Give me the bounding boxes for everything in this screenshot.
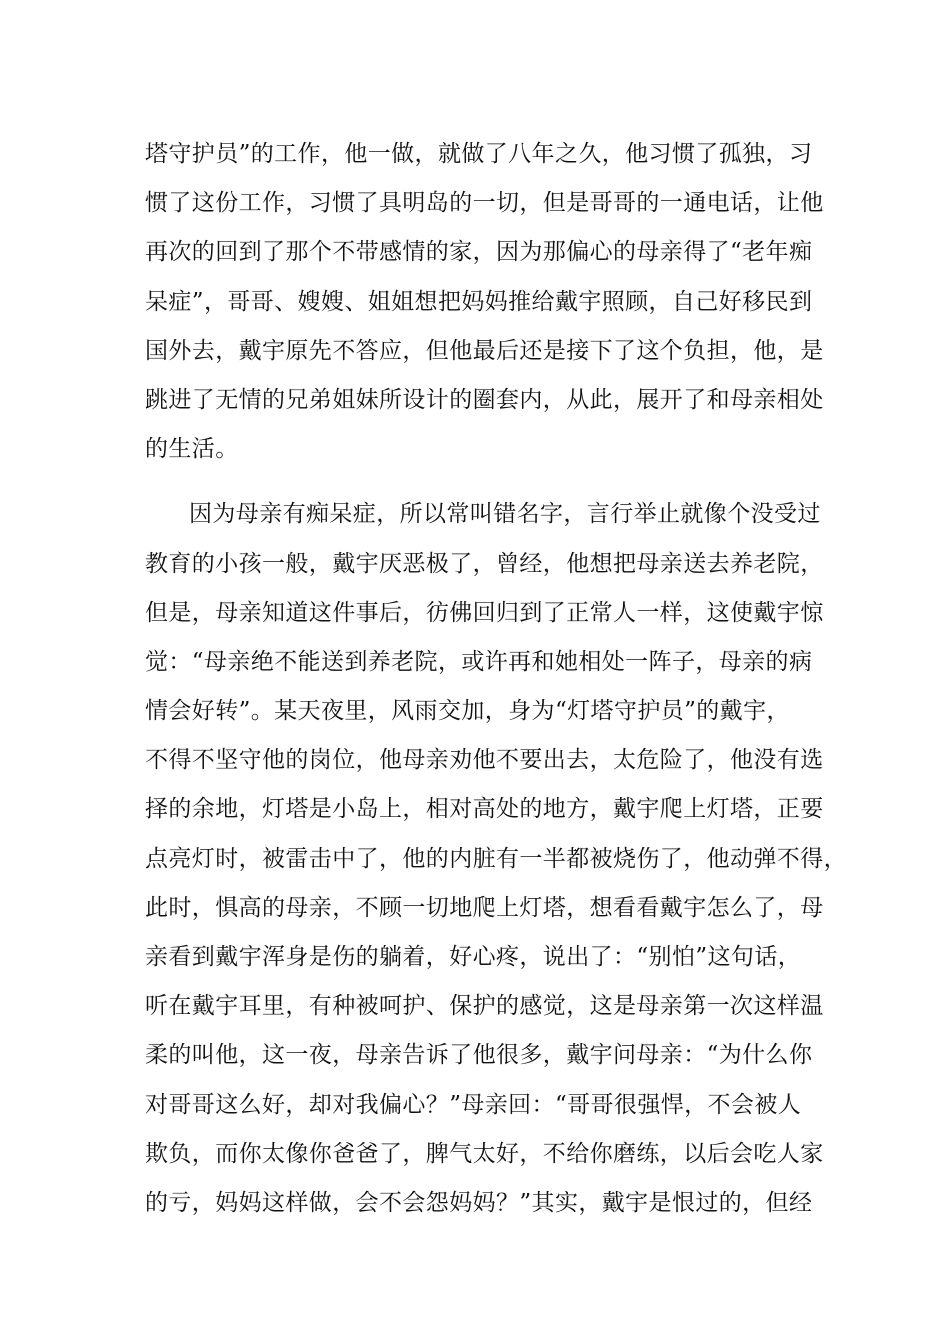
text-line: 教育的小孩一般，戴宇厌恶极了，曾经，他想把母亲送去养老院， — [145, 550, 824, 577]
text-line: 点亮灯时，被雷击中了，他的内脏有一半都被烧伤了，他动弹不得， — [145, 845, 847, 872]
text-line: 亲看到戴宇浑身是伤的躺着，好心疼，说出了：“别怕”这句话， — [145, 944, 802, 970]
text-line: 的亏，妈妈这样做，会不会怨妈妈？”其实，戴宇是恨过的，但经 — [145, 1189, 813, 1216]
text-line: 的生活。 — [145, 436, 239, 463]
text-line: 国外去，戴宇原先不答应，但他最后还是接下了这个负担，他，是 — [145, 337, 824, 364]
text-line: 欺负，而你太像你爸爸了，脾气太好，不给你磨练，以后会吃人家 — [145, 1140, 824, 1167]
text-line: 再次的回到了那个不带感情的家，因为那偏心的母亲得了“老年痴 — [145, 239, 813, 266]
text-line: 择的余地，灯塔是小岛上，相对高处的地方，戴宇爬上灯塔，正要 — [145, 796, 824, 823]
text-line-indented: 因为母亲有痴呆症，所以常叫错名字，言行举止就像个没受过 — [189, 501, 821, 528]
text-line: 觉：“母亲绝不能送到养老院，或许再和她相处一阵子，母亲的病 — [145, 648, 813, 675]
text-line: 不得不坚守他的岗位，他母亲劝他不要出去，太危险了，他没有选 — [145, 747, 824, 774]
document-body — [145, 130, 847, 1228]
text-line: 呆症”，哥哥、嫂嫂、姐姐想把妈妈推给戴宇照顾，自己好移民到 — [145, 288, 813, 315]
text-line: 柔的叫他，这一夜，母亲告诉了他很多，戴宇问母亲：“为什么你 — [145, 1042, 813, 1069]
paragraph-1 — [145, 130, 825, 474]
text-line: 对哥哥这么好，却对我偏心？”母亲回：“哥哥很强悍，不会被人 — [145, 1091, 802, 1118]
paragraph-spacer — [145, 474, 825, 490]
text-line: 情会好转”。某天夜里，风雨交加，身为“灯塔守护员”的戴宇， — [145, 698, 790, 725]
text-line: 跳进了无情的兄弟姐妹所设计的圈套内，从此，展开了和母亲相处 — [145, 386, 824, 413]
text-line: 听在戴宇耳里，有种被呵护、保护的感觉，这是母亲第一次这样温 — [145, 993, 824, 1020]
text-line: 塔守护员”的工作，他一做，就做了八年之久，他习惯了孤独，习 — [145, 141, 813, 167]
text-line: 惯了这份工作，习惯了具明岛的一切，但是哥哥的一通电话，让他 — [145, 190, 824, 217]
text-line: 此时，惧高的母亲，不顾一切地爬上灯塔，想看看戴宇怎么了，母 — [145, 894, 824, 921]
text-line: 但是，母亲知道这件事后，彷佛回归到了正常人一样，这使戴宇惊 — [145, 599, 824, 626]
paragraph-2 — [145, 490, 847, 1228]
